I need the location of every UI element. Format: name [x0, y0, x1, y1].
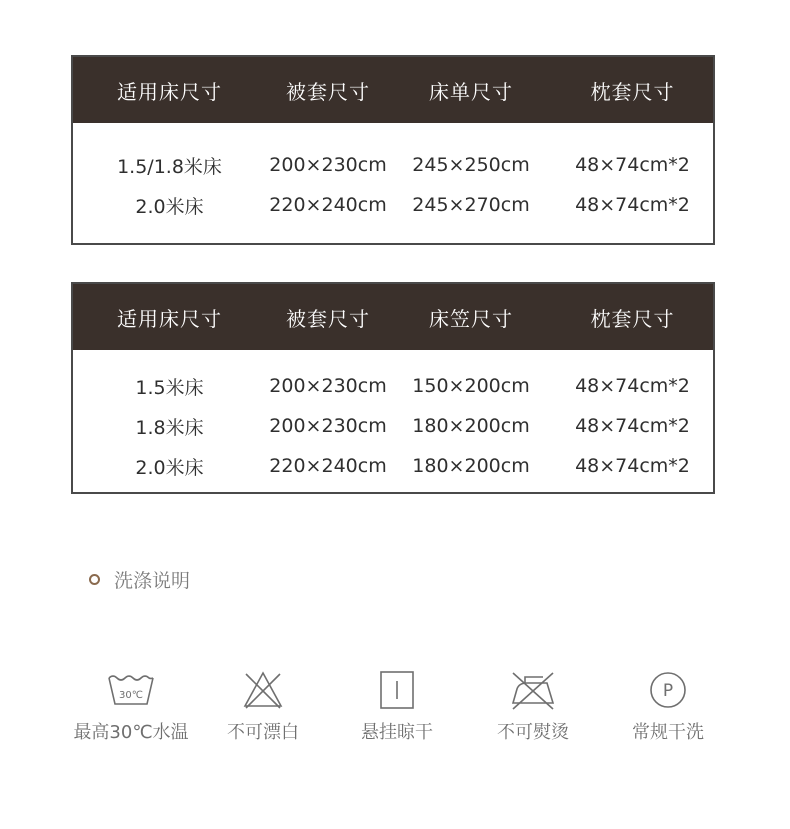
wash-30c-icon — [61, 668, 201, 712]
table-body — [73, 350, 713, 486]
cell-pillowcase-size: 48×74cm*2 — [575, 375, 690, 397]
table-row — [73, 406, 713, 446]
header-duvet-size: 被套尺寸 — [286, 79, 370, 104]
table-row — [73, 366, 713, 406]
header-pillowcase-size: 枕套尺寸 — [590, 306, 675, 331]
table-row — [73, 185, 713, 225]
care-label: 常规干洗 — [632, 722, 704, 743]
cell-pillowcase-size: 48×74cm*2 — [575, 455, 690, 477]
size-table-bedsheet — [71, 55, 715, 245]
cell-bed-size: 1.5/1.8米床 — [117, 155, 222, 178]
no-iron-icon — [463, 668, 603, 712]
cell-sheet-size: 245×270cm — [412, 194, 530, 216]
no-bleach-icon — [193, 668, 333, 712]
care-item-wash — [61, 668, 201, 744]
cell-pillowcase-size: 48×74cm*2 — [575, 194, 690, 216]
hang-dry-icon — [327, 668, 467, 712]
cell-duvet-size: 220×240cm — [269, 455, 387, 477]
cell-bed-size: 2.0米床 — [135, 195, 204, 218]
header-bed-size: 适用床尺寸 — [117, 79, 222, 104]
cell-sheet-size: 245×250cm — [412, 154, 530, 176]
care-item-no-iron — [463, 668, 603, 744]
care-label: 最高30℃水温 — [73, 722, 189, 743]
size-table-fitted-sheet — [71, 282, 715, 494]
table-body — [73, 123, 713, 225]
cell-bed-size: 1.5米床 — [135, 376, 204, 399]
cell-pillowcase-size: 48×74cm*2 — [575, 415, 690, 437]
cell-fitted-sheet-size: 180×200cm — [412, 415, 530, 437]
cell-duvet-size: 220×240cm — [269, 194, 387, 216]
table-row — [73, 145, 713, 185]
table-row — [73, 446, 713, 486]
cell-duvet-size: 200×230cm — [269, 375, 387, 397]
header-duvet-size: 被套尺寸 — [286, 306, 370, 331]
cell-duvet-size: 200×230cm — [269, 154, 387, 176]
header-sheet-size: 床单尺寸 — [429, 79, 513, 104]
cell-fitted-sheet-size: 150×200cm — [412, 375, 530, 397]
cell-bed-size: 1.8米床 — [135, 416, 204, 439]
header-bed-size: 适用床尺寸 — [117, 306, 222, 331]
header-pillowcase-size: 枕套尺寸 — [590, 79, 675, 104]
wash-temp-text: 30℃ — [119, 690, 143, 701]
header-fitted-sheet-size: 床笠尺寸 — [429, 306, 513, 331]
cell-bed-size: 2.0米床 — [135, 456, 204, 479]
care-item-no-bleach — [193, 668, 333, 744]
care-label: 不可熨烫 — [497, 722, 569, 743]
care-title-text: 洗涤说明 — [114, 570, 191, 592]
table-header — [73, 57, 713, 123]
care-label: 不可漂白 — [227, 722, 299, 743]
care-section-title — [89, 566, 190, 593]
dry-clean-p-icon — [598, 668, 738, 712]
bullet-icon — [89, 574, 100, 585]
care-item-hang-dry — [327, 668, 467, 744]
cell-fitted-sheet-size: 180×200cm — [412, 455, 530, 477]
care-label: 悬挂晾干 — [361, 722, 433, 743]
cell-duvet-size: 200×230cm — [269, 415, 387, 437]
cell-pillowcase-size: 48×74cm*2 — [575, 154, 690, 176]
dry-clean-letter: P — [662, 681, 674, 701]
table-header — [73, 284, 713, 350]
care-item-dry-clean — [598, 668, 738, 744]
